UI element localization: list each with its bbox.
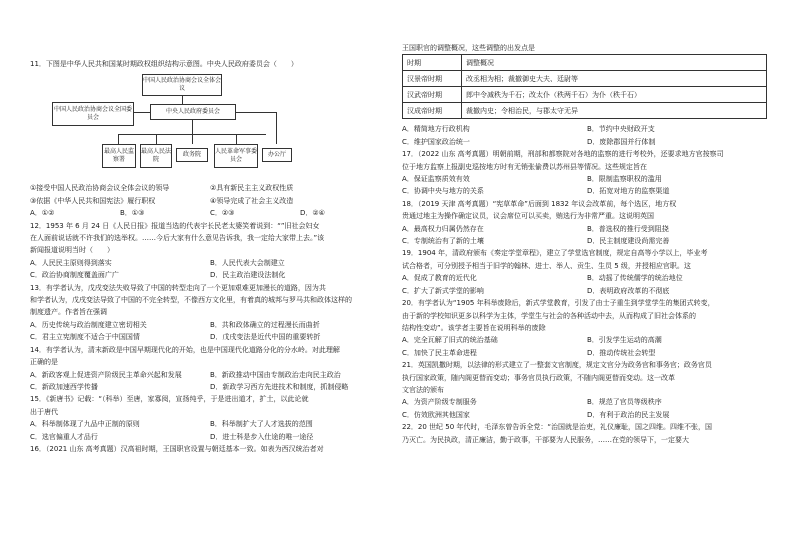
option[interactable]: D．新政学习西方先进技术和制度，抓制侵略: [210, 382, 349, 391]
left-column: [30, 0, 390, 455]
q16-options: [402, 136, 772, 148]
q11-item: ①接受中国人民政治协商会议全体会议的领导: [30, 184, 170, 193]
q18-options: [402, 223, 772, 235]
option[interactable]: A．促成了教育的近代化: [402, 274, 477, 283]
org-line: [276, 112, 277, 144]
option[interactable]: D．②④: [300, 209, 325, 218]
q11-item: ④领导完成了社会主义改造: [210, 196, 294, 205]
option[interactable]: A．最高权力归属仍然存在: [402, 224, 484, 233]
option[interactable]: D．拓宽对地方的监察渠道: [587, 187, 670, 196]
q15-line: 出于唐代: [30, 407, 58, 416]
org-line: [156, 134, 157, 144]
q21-line: 21．英国凯撒时期，以法律的形式建立了一整套文官制度，规定文官分为政务官和事务官；政务官员: [402, 361, 712, 370]
q12-options: [30, 269, 390, 281]
q13-line: 制度遗产。作者旨在强调: [30, 308, 107, 317]
q13-line: 13．有学者认为，戊戌变法失败导致了中国的转型走向了一个更加艰难更加漫长的道路，因为共: [30, 283, 326, 292]
q11-item: ②具有新民主主义政权性质: [210, 184, 294, 193]
option[interactable]: A．科举制体现了九品中正制的原则: [30, 420, 140, 429]
q21-options: [402, 409, 772, 421]
option[interactable]: D．有利于政治的民主发展: [587, 410, 670, 419]
option[interactable]: B．规范了官员等级秩序: [587, 398, 662, 407]
q18-line: 贵通过地主为操作确定议员，议会席位可以买卖，贿选行为非常严重。这说明英国: [402, 212, 654, 221]
q21-line: 文官法的颁布: [402, 385, 444, 394]
q18-line: 18．（2019 天津 高考真题）“宪草革命”后面到 1832 年议会改革前，每个选区，地方权: [402, 199, 677, 208]
q16-line: 16．（2021 山东 高考真题）汉高祖时期，王国职官设置与朝廷基本一致。如表为西汉统治者对: [30, 444, 324, 453]
table-cell: 汉景帝时期: [403, 71, 462, 87]
option[interactable]: B．共和政体确立的过程漫长而曲折: [210, 320, 320, 329]
option[interactable]: D．表明政府改革的不彻底: [587, 286, 670, 295]
q13-line: 和学者认为，戊戌变法导致了中国的不完全转型，不像西方文化里，有着真的城邦与罗马共和政体这样的: [30, 296, 352, 305]
option[interactable]: C．新政加速西学传播: [30, 382, 98, 391]
org-line: [192, 134, 193, 144]
option[interactable]: D．进士科是步入仕途的唯一途径: [210, 432, 314, 441]
option[interactable]: B．节约中央财政开支: [587, 125, 655, 134]
q20-options: [402, 347, 772, 359]
org-box-court: 最高人民法院: [140, 144, 172, 168]
option[interactable]: B．科举制扩大了人才选拔的范围: [210, 420, 313, 429]
option[interactable]: C．扩大了新式学堂的影响: [402, 286, 484, 295]
table-cell: 汉武帝时期: [403, 87, 462, 103]
q21-line: 执行国家政策，随内阁更替而变动；事务官员执行政策，不随内阁更替而变动。这一改革: [402, 373, 675, 382]
q22-line: 乃灭亡。为民执政，清正廉洁，勤于政事，干部要为人民服务，……在党的领导下，一定要大: [402, 435, 689, 444]
q14-options: [30, 381, 390, 393]
option[interactable]: A．完全瓦解了旧式的统治基础: [402, 336, 498, 345]
option[interactable]: B．动摇了传统儒学的统治地位: [587, 274, 683, 283]
table-row: [403, 103, 767, 119]
q12-line: 在人面前说话就不许我们的选举权。……今后大家有什么意见告诉我，我一定给大家带上去。”该: [30, 234, 325, 243]
q19-options: [402, 285, 772, 297]
org-box-cppcc-plenary: 中国人民政治协商会议全体会议: [142, 74, 222, 96]
q11-item: ③依据《中华人民共和国宪法》履行职权: [30, 196, 156, 205]
option[interactable]: B．①③: [120, 209, 145, 218]
q19-options: [402, 272, 772, 284]
q13-options: [30, 319, 390, 331]
option[interactable]: A．①②: [30, 209, 55, 218]
org-box-office: 办公厅: [262, 148, 292, 162]
q11-items-row1: [30, 182, 390, 194]
option[interactable]: D．民主制度建设尚需完善: [587, 237, 670, 246]
q14-line: 正确的是: [30, 358, 58, 367]
table-cell: 汉成帝时期: [403, 103, 462, 119]
option[interactable]: D．推动传统社会转型: [587, 348, 656, 357]
q11-stem: 11．下图是中华人民共和国某时期政权组织结构示意图。中央人民政府委员会（ ）: [30, 60, 298, 68]
option[interactable]: B．普选权的推行受到阻挠: [587, 224, 669, 233]
option[interactable]: C．维护国家政治统一: [402, 137, 470, 146]
org-line: [118, 134, 119, 144]
option[interactable]: A．人民民主原则得到落实: [30, 258, 112, 267]
q17-line: 17．（2022 山东 高考真题）明朝前期，刑部和都察院对各地的监察的进行考校外，还要求地方官按察司: [402, 150, 724, 159]
option[interactable]: B．人民代表大会制建立: [210, 258, 285, 267]
option[interactable]: C．专制统治有了新的土壤: [402, 237, 484, 246]
table-header-cell: 调整概况: [462, 55, 767, 71]
table-row: [403, 71, 767, 87]
option[interactable]: C．选官偏重人才品行: [30, 432, 98, 441]
table-row: [403, 87, 767, 103]
option[interactable]: B．限制监察职权的滥用: [587, 175, 662, 184]
q15-line: 15．《新唐书》记载：“（科举）至唐，家寡阅，宣扬纯乎，于是进出道才，扩土，以此论就: [30, 395, 309, 404]
q16-options: [402, 123, 772, 135]
q20-line: 20．有学者认为“1905 年科举废除后，新式学堂教育，引发了由士子重生到学堂学生的集团式转变，: [402, 299, 715, 308]
option[interactable]: B．引发学生运动的高潮: [587, 336, 662, 345]
q18-options: [402, 235, 772, 247]
org-line: [236, 134, 237, 144]
option[interactable]: A．精简地方行政机构: [402, 125, 470, 134]
table-cell: 郎中令减秩为千石；改太仆（秩两千石）为仆（秩千石）: [462, 87, 767, 103]
adjustment-table: [402, 54, 767, 119]
option[interactable]: B．新政推动中国由专制政治走向民主政治: [210, 370, 341, 379]
option[interactable]: A．新政客观上促进资产阶级民主革命兴起和发展: [30, 370, 182, 379]
org-box-military: 人民革命军事委员会: [214, 144, 258, 168]
option[interactable]: C．仿效欧洲其他国家: [402, 410, 470, 419]
q15-options: [30, 431, 390, 443]
option[interactable]: D．戊戌变法是近代中国的重要转折: [210, 333, 321, 342]
option[interactable]: C．②③: [210, 209, 235, 218]
option[interactable]: A．保证监察质效有效: [402, 175, 470, 184]
option[interactable]: C．加快了民主革命进程: [402, 348, 477, 357]
org-line: [134, 112, 150, 113]
org-chart: [30, 72, 390, 180]
q19-line: 试合格者，可分别授予相当于旧学的翰林、进士、举人、贡生、生员 5 级，并授相应官职。这: [402, 261, 691, 270]
q20-line: 由于新的学校知识更多以科学为主体，学堂生与社会的各种活动中去，从而构成了旧社会体系的: [402, 311, 696, 320]
option[interactable]: D．民主政治建设法制化: [210, 271, 286, 280]
q17-options: [402, 173, 772, 185]
right-column: [402, 42, 772, 446]
table-header-cell: 时期: [403, 55, 462, 71]
option[interactable]: C．协调中央与地方的关系: [402, 187, 484, 196]
option[interactable]: A．为资产阶级专制服务: [402, 398, 477, 407]
table-cell: 裁撤内史；令相治民，与郡太守无异: [462, 103, 767, 119]
table-cell: 改丞相为相；裁撤御史大夫、廷尉等: [462, 71, 767, 87]
q21-options: [402, 396, 772, 408]
q14-line: 14．有学者认为，清末新政是中国早期现代化的开始，也是中国现代化道路分化的分水岭。对此理解: [30, 345, 340, 354]
org-line: [236, 112, 276, 113]
org-box-state-council: 政务院: [176, 148, 208, 162]
q17-options: [402, 185, 772, 197]
table-header-row: [403, 55, 767, 71]
q14-options: [30, 369, 390, 381]
q11-options: [30, 207, 390, 219]
q12-options: [30, 257, 390, 269]
q19-line: 19．1904 年，清政府颁布《奏定学堂章程》，建立了学堂选官制度，规定自高等小学以上，毕业考: [402, 249, 708, 258]
org-box-cppcc-national: 中国人民政治协商会议全国委员会: [52, 102, 134, 126]
org-box-central-gov: 中央人民政府委员会: [150, 104, 236, 120]
q15-options: [30, 418, 390, 430]
q22-line: 22．20 世纪 50 年代时，毛泽东曾告诉全党：“治国就是治吏，礼仪廉耻，国之四维。四维不张，国: [402, 423, 713, 432]
q13-options: [30, 331, 390, 343]
option[interactable]: D．废除郡国并行体制: [587, 137, 656, 146]
org-line: [192, 120, 193, 134]
option[interactable]: C．政治协商制度覆盖面广广: [30, 271, 119, 280]
q20-line: 结构性变动”。该学者主要旨在说明科举的废除: [402, 323, 546, 332]
q20-options: [402, 334, 772, 346]
q12-line: 12．1953 年 6 月 24 日《人民日报》报道当选的代表宇长民老太婆笑着说到：“”旧社会妇女: [30, 221, 320, 230]
q17-line: 位于地方监察上报副史巡按地方时有无销张偷费以苏州县等情况。这些规定旨在: [402, 162, 647, 171]
q16-line: 王国职官的调整概况，这些调整的出发点是: [402, 44, 535, 52]
option[interactable]: C．君主立宪制度不适合于中国国情: [30, 333, 140, 342]
option[interactable]: A．历史传统与政治制度建立密切相关: [30, 320, 147, 329]
q11-items-row2: [30, 195, 390, 207]
q12-line: 新闻报道说明当时（ ）: [30, 246, 114, 255]
org-box-procuratorate: 最高人民监察署: [102, 144, 136, 168]
